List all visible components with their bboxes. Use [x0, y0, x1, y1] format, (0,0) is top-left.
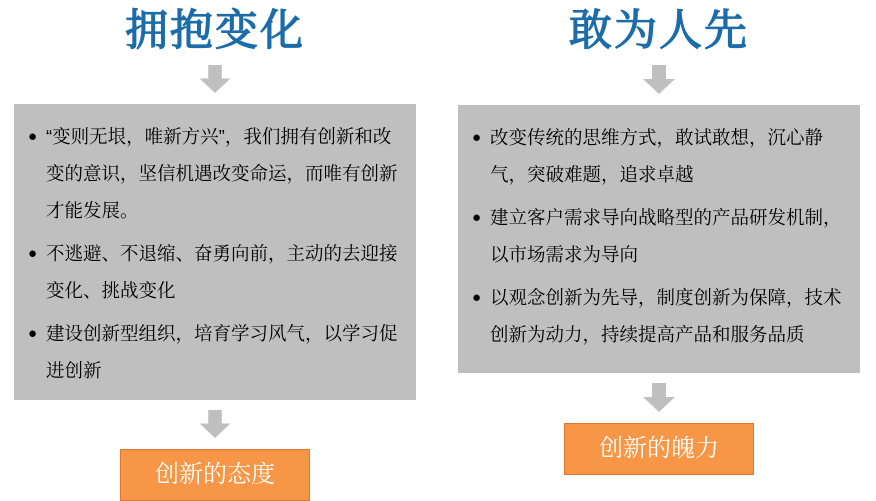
column-right [438, 0, 876, 501]
list-item [28, 315, 398, 389]
column-left-heading: 拥抱变化 [125, 7, 305, 55]
bullet-icon: ● [28, 325, 38, 343]
bullet-text: “变则无垠，唯新方兴”，我们拥有创新和改变的意识，坚信机遇改变命运，而唯有创新才能发展。 [46, 126, 398, 222]
down-arrow-icon [641, 383, 677, 413]
bullet-text: 建设创新型组织，培育学习风气，以学习促进创新 [46, 323, 398, 382]
bullet-list-right [472, 119, 842, 353]
bullet-text: 不逃避、不退缩、奋勇向前，主动的去迎接变化、挑战变化 [46, 243, 398, 302]
list-item [28, 118, 398, 229]
column-left-body [14, 104, 416, 400]
column-right-footer: 创新的魄力 [564, 423, 754, 475]
bullet-icon: ● [472, 289, 482, 306]
column-right-body [458, 105, 860, 373]
bullet-text: 建立客户需求导向战略型的产品研发机制，以市场需求为导向 [490, 207, 842, 265]
down-arrow-icon [197, 410, 233, 439]
bullet-text: 改变传统的思维方式，敢试敢想，沉心静气，突破难题，追求卓越 [490, 127, 824, 185]
down-arrow-icon [197, 65, 233, 94]
list-item [472, 119, 842, 193]
list-item [472, 199, 842, 273]
bullet-list-left [28, 118, 398, 389]
bullet-icon: ● [28, 128, 38, 146]
list-item [472, 279, 842, 353]
bullet-text: 以观念创新为先导，制度创新为保障，技术创新为动力，持续提高产品和服务品质 [490, 287, 842, 345]
column-left-footer: 创新的态度 [120, 449, 310, 501]
column-right-heading: 敢为人先 [569, 7, 749, 55]
list-item [28, 235, 398, 309]
down-arrow-icon [641, 65, 677, 95]
bullet-icon: ● [472, 129, 482, 146]
bullet-icon: ● [472, 209, 482, 226]
bullet-icon: ● [28, 245, 38, 263]
